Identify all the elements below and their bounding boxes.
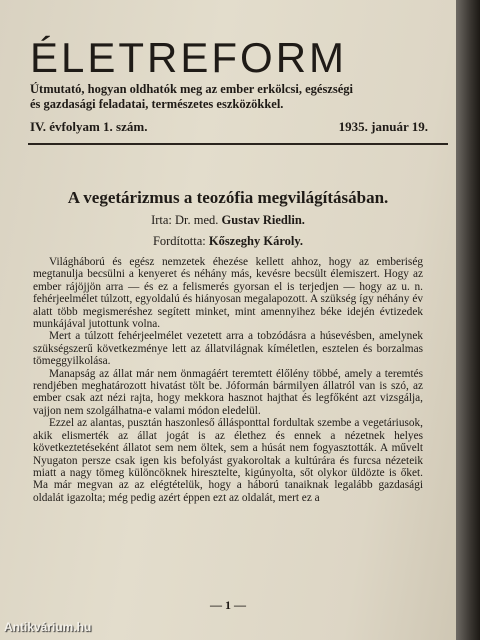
article-translator bbox=[38, 234, 418, 249]
paragraph-4: Ezzel az alantas, pusztán haszonleső állásponttal fordultak szembe a vegetáriusok, akik elismerték az állat jogát is az élethez és ennek a nézetnek helyes következtetéseként állatot sem nem öltek, sem a húsát nem fogyasztották. A művelt Nyugaton persze csak igen kis befolyást gyakoroltak a kultúrára és furcsa nézeteik miatt a nagy tömeg különcöknek hiresztelte, kigúnyolta, sőt olykor üldözte is őket. Ma már megvan az az elégtételük, hogy a háború tanaiknak legalább gazdasági oldalát igazolta; még pedig azért éppen ezt az oldalát, mert ez a bbox=[33, 417, 423, 504]
subtitle-line-2: és gazdasági feladatai, természetes eszközökkel. bbox=[30, 97, 284, 111]
page-number: — 1 — bbox=[210, 598, 246, 612]
subtitle-line-1: Útmutató, hogyan oldhatók meg az ember erkölcsi, egészségi bbox=[30, 82, 353, 96]
paragraph-1: Világháború és egész nemzetek éhezése kellett ahhoz, hogy az emberiség megtanulja becsülni a kenyeret és néhány más, kevésre becsült élemiszert. Hogy az ember rájöjjön arra — és ez a felismerés gyorsan el is terjedjen — hogy az u. n. fehérjeelmélet túlzott, egyoldalú és hiányosan megalapozott. A szükség így néhány év alatt több megismeréshez segített minket, mint amennyihez béke idején évtizedek munkájával jutottunk volna. bbox=[33, 256, 423, 331]
issue-date: 1935. január 19. bbox=[338, 119, 428, 134]
article-title: A vegetárizmus a teozófia megvilágításában. bbox=[67, 188, 389, 207]
header-rule bbox=[28, 143, 448, 145]
translator-name: Kőszeghy Károly. bbox=[208, 234, 304, 248]
author-name: Gustav Riedlin. bbox=[221, 213, 305, 227]
journal-title: ÉLETREFORM bbox=[30, 34, 348, 81]
translator-prefix: Fordította: bbox=[152, 234, 206, 248]
paragraph-2: Mert a túlzott fehérjeelmélet vezetett arra a tobzódásra a húsevésben, amelynek szükségszerű következménye lett az állatvilágnak kíméletlen, esztelen és borzalmas tömeggyilkolása. bbox=[33, 330, 423, 368]
issue-number: IV. évfolyam 1. szám. bbox=[30, 119, 148, 134]
issue-row bbox=[30, 119, 450, 135]
book-spine bbox=[456, 0, 480, 640]
article-body bbox=[33, 256, 423, 504]
article-byline bbox=[38, 213, 418, 228]
watermark: Antikvárium.hu bbox=[4, 620, 92, 634]
paragraph-3: Manapság az állat már nem önmagáért teremtett élőlény többé, amely a teremtés rendjében meghatározott hivatást tölt be. Jóformán bármilyen állatról van is szó, az ember csak azt nézi rajta, hogy mekkora hasznot hajthat és legfőként azt vizsgálja, vajjon nem szolgálhatna-e valami módon eledelül. bbox=[33, 367, 423, 417]
journal-subtitle bbox=[30, 82, 450, 112]
author-prefix: Irta: Dr. med. bbox=[151, 213, 219, 227]
